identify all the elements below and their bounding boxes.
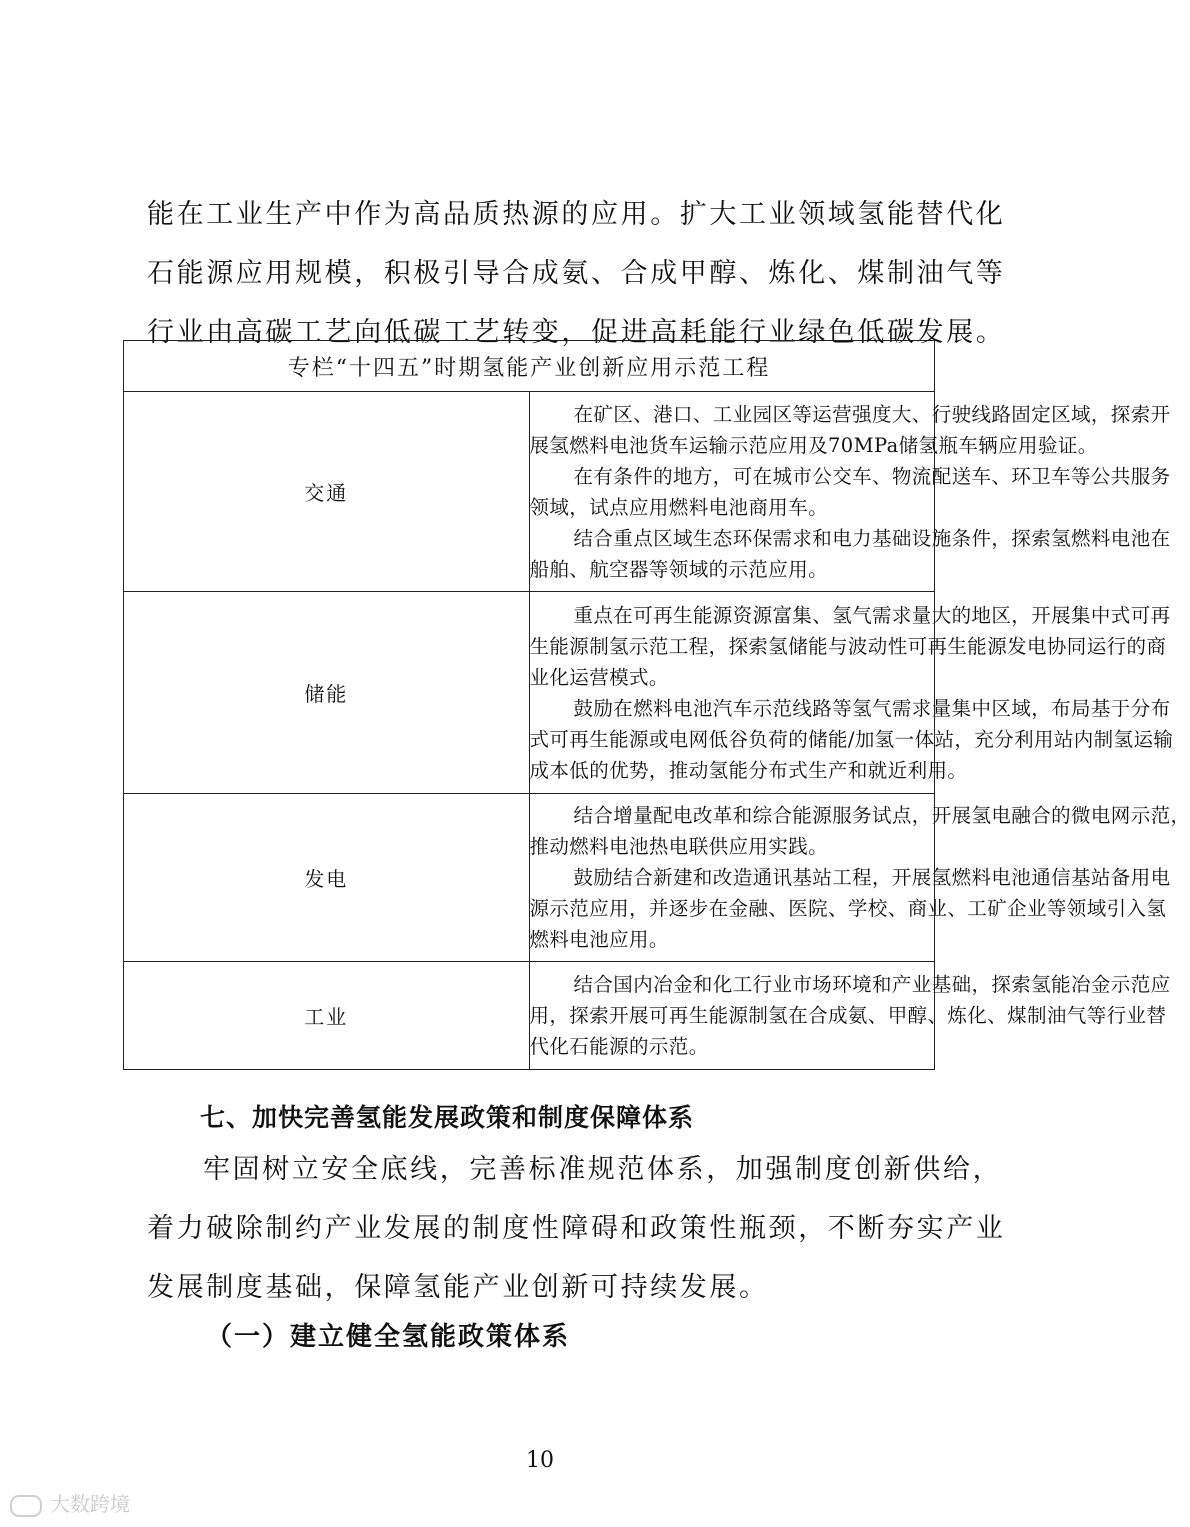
content-line: 鼓励结合新建和改造通讯基站工程，开展氢燃料电池通信基站备用电	[573, 866, 1171, 889]
category-cell: 发电	[124, 794, 530, 962]
section-line: 牢固树立安全底线，完善标准规范体系，加强制度创新供给，	[203, 1154, 1003, 1185]
section-paragraph	[147, 1140, 1006, 1317]
watermark-logo-icon	[10, 1495, 42, 1517]
page-number: 10	[526, 1448, 554, 1473]
category-content	[529, 392, 1171, 592]
content-line: 重点在可再生能源资源富集、氢气需求量大的地区，开展集中式可再	[573, 603, 1171, 627]
category-content	[529, 794, 1190, 962]
category-cell: 储能	[124, 592, 530, 794]
content-line: 燃料电池应用。	[529, 928, 669, 951]
content-line: 用，探索开展可再生能源制氢在合成氨、甲醇、炼化、煤制油气等行业替	[529, 1004, 1167, 1027]
content-line: 结合国内冶金和化工行业市场环境和产业基础，探索氢能冶金示范应	[573, 973, 1171, 996]
content-line: 式可再生能源或电网低谷负荷的储能/加氢一体站，充分利用站内制氢运输	[529, 727, 1174, 751]
intro-line: 能在工业生产中作为高品质热源的应用。扩大工业领域氢能替代化	[147, 199, 1006, 230]
content-line: 源示范应用，并逐步在金融、医院、学校、商业、工矿企业等领域引入氢	[529, 897, 1167, 920]
content-line: 鼓励在燃料电池汽车示范线路等氢气需求量集中区域，布局基于分布	[573, 696, 1171, 720]
watermark	[10, 1488, 130, 1517]
section-line: 发展制度基础，保障氢能产业创新可持续发展。	[147, 1272, 769, 1303]
box-title: 专栏“十四五”时期氢能产业创新应用示范工程	[124, 341, 935, 392]
category-content	[529, 592, 1174, 794]
category-cell: 交通	[124, 392, 530, 592]
content-line: 成本低的优势，推动氢能分布式生产和就近利用。	[529, 758, 968, 782]
intro-line: 石能源应用规模，积极引导合成氨、合成甲醇、炼化、煤制油气等	[147, 258, 1006, 289]
section-line: 着力破除制约产业发展的制度性障碍和政策性瓶颈，不断夯实产业	[147, 1213, 1006, 1244]
content-line: 展氢燃料电池货车运输示范应用及70MPa储氢瓶车辆应用验证。	[529, 433, 1098, 457]
content-line: 代化石能源的示范。	[529, 1035, 709, 1058]
section-heading: 七、加快完善氢能发展政策和制度保障体系	[200, 1103, 695, 1132]
content-line: 推动燃料电池热电联供应用实践。	[529, 835, 829, 858]
content-line: 结合增量配电改革和综合能源服务试点，开展氢电融合的微电网示范，	[573, 804, 1190, 827]
category-content	[529, 962, 1171, 1070]
category-cell: 工业	[124, 962, 530, 1070]
intro-line: 行业由高碳工艺向低碳工艺转变，促进高耗能行业绿色低碳发展。	[147, 317, 1006, 348]
content-line: 领域，试点应用燃料电池商用车。	[529, 495, 829, 519]
intro-paragraph	[147, 185, 1006, 362]
subsection-heading: （一）建立健全氢能政策体系	[206, 1322, 571, 1352]
content-line: 结合重点区域生态环保需求和电力基础设施条件，探索氢燃料电池在	[573, 526, 1171, 550]
content-line: 在有条件的地方，可在城市公交车、物流配送车、环卫车等公共服务	[573, 464, 1171, 488]
column-box-table	[123, 340, 1190, 1070]
content-line: 生能源制氢示范工程，探索氢储能与波动性可再生能源发电协同运行的商	[529, 634, 1167, 658]
content-line: 在矿区、港口、工业园区等运营强度大、行驶线路固定区域，探索开	[573, 402, 1171, 426]
content-line: 业化运营模式。	[529, 665, 669, 689]
content-line: 船舶、航空器等领域的示范应用。	[529, 557, 829, 581]
watermark-text: 大数跨境	[50, 1492, 130, 1516]
